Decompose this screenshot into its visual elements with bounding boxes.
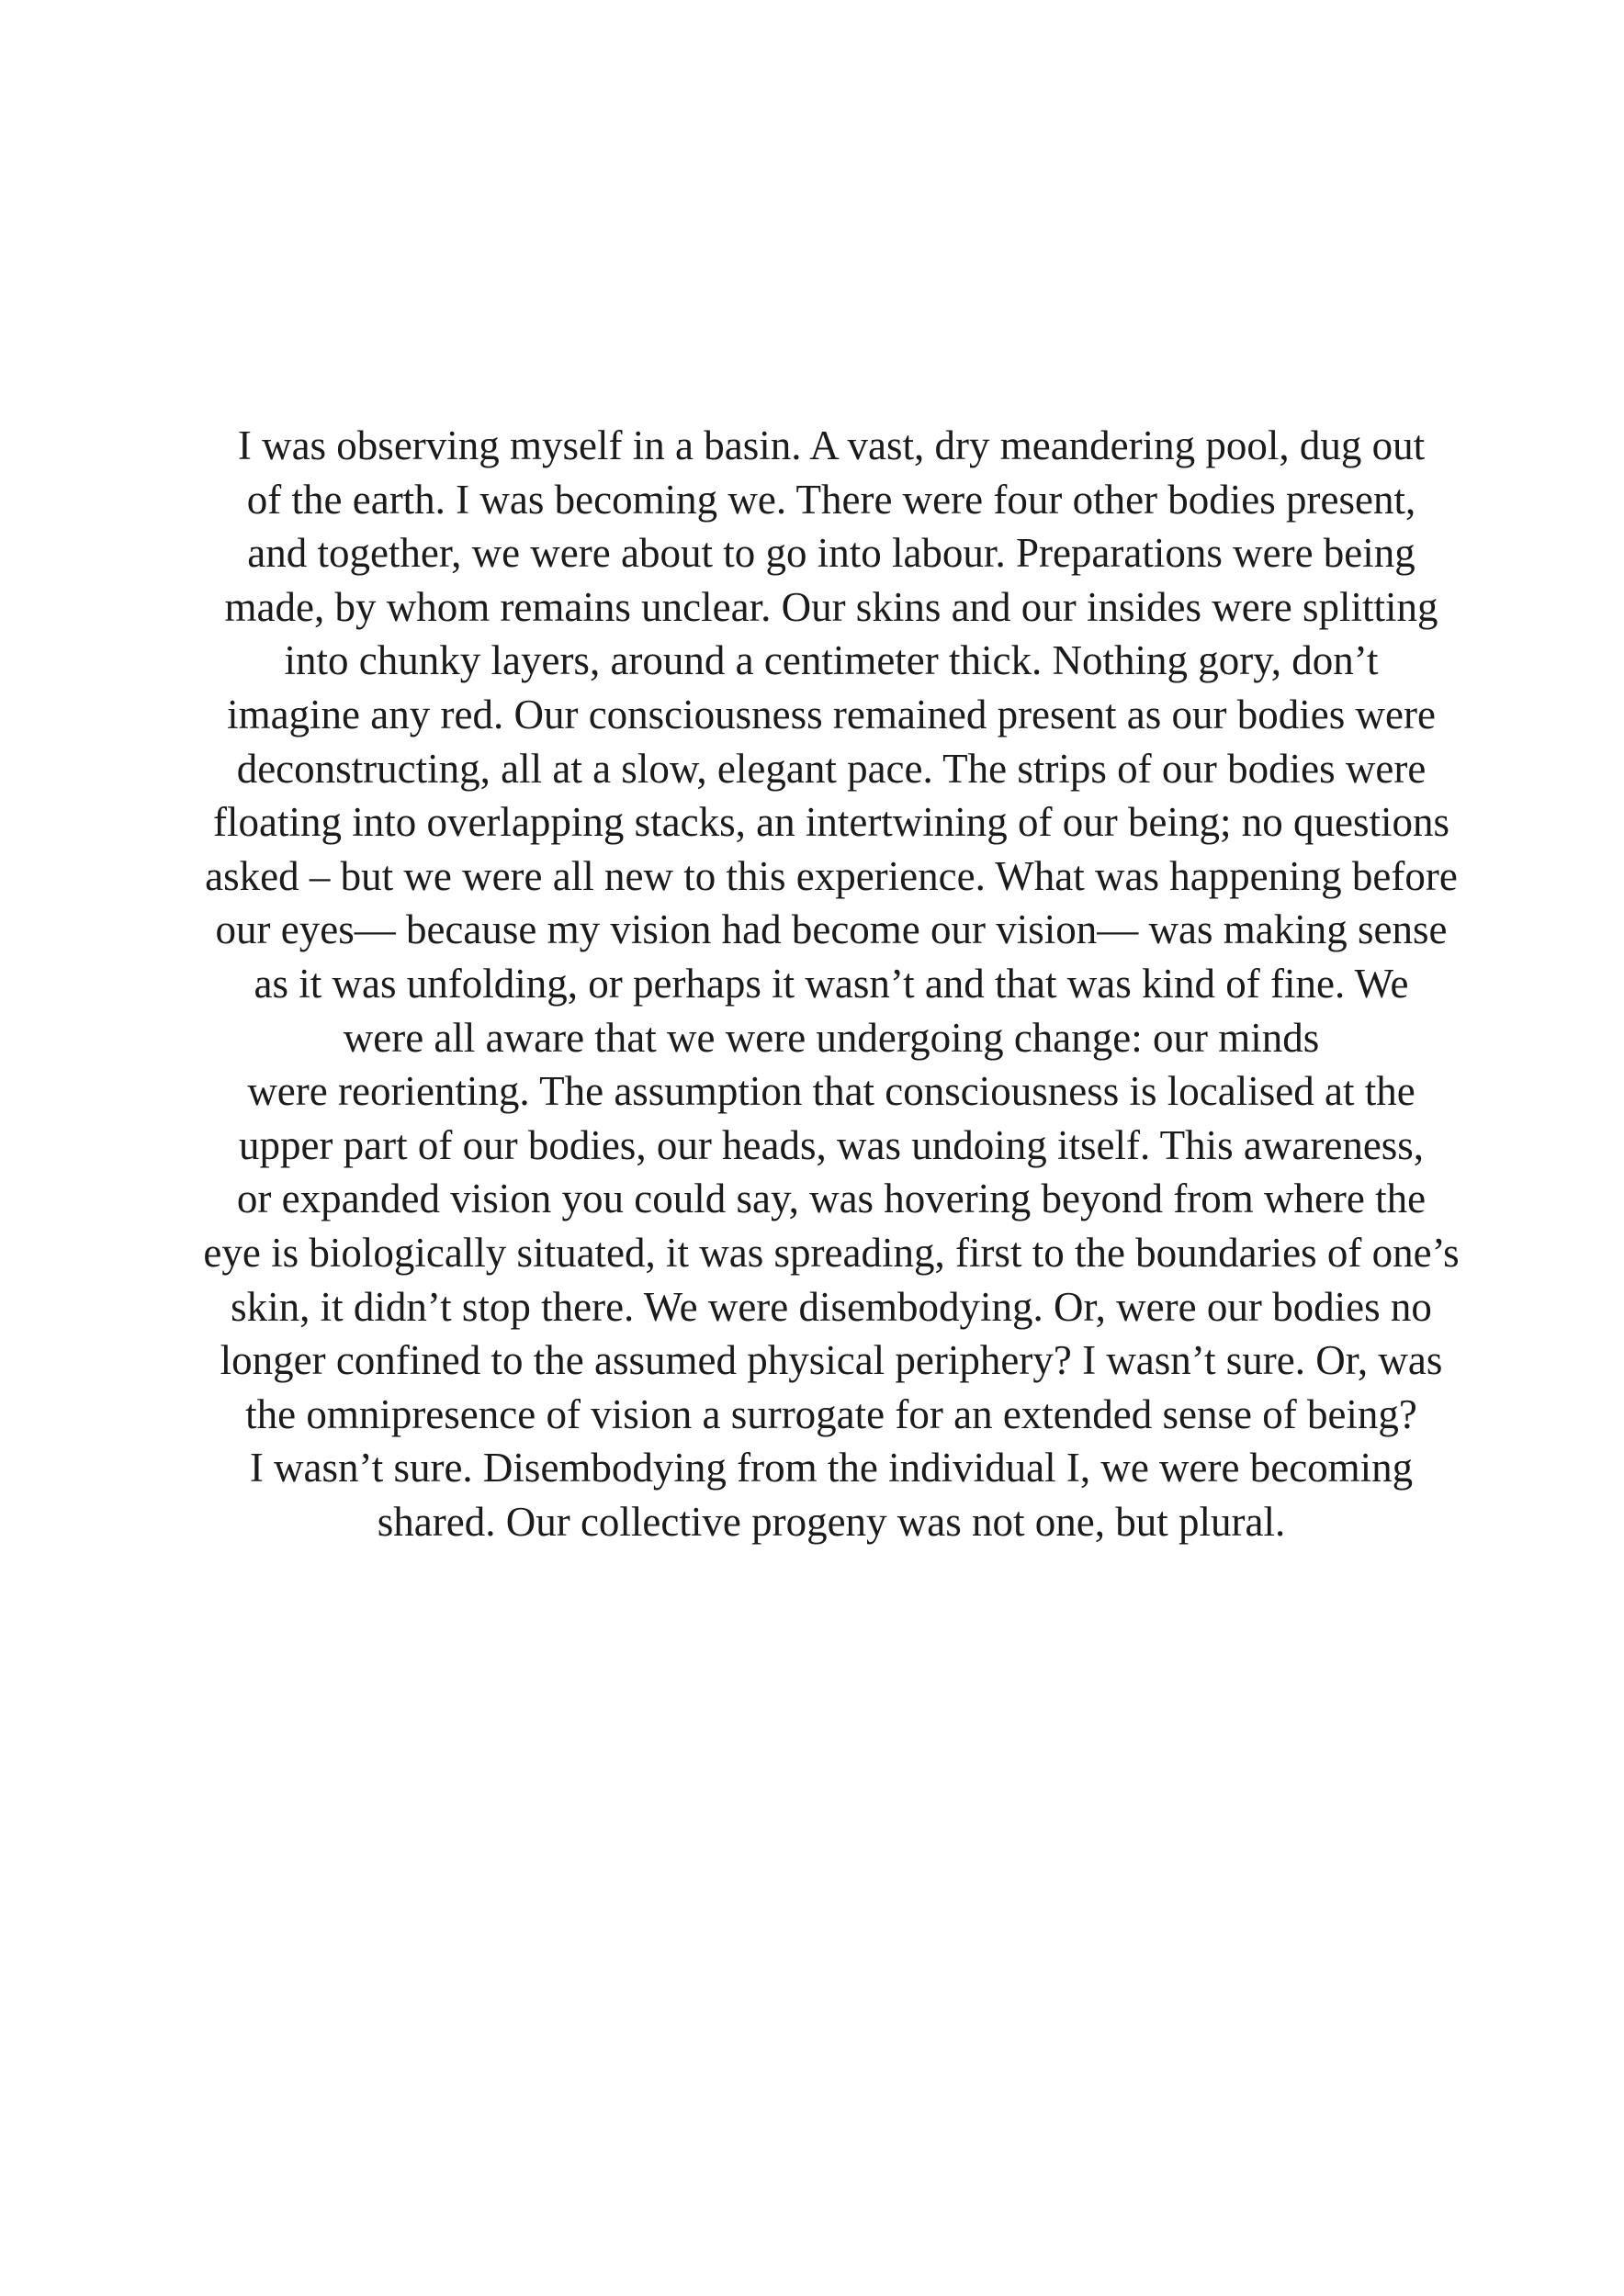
body-paragraph (96, 419, 1566, 1548)
paragraph-line: eye is biologically situated, it was spreading, first to the boundaries of one’s (203, 1229, 1460, 1276)
paragraph-line: shared. Our collective progeny was not one, but plural. (377, 1498, 1286, 1545)
paragraph-line: were all aware that we were undergoing change: our minds (343, 1014, 1320, 1061)
paragraph-line: asked – but we were all new to this experience. What was happening before (205, 852, 1458, 899)
paragraph-line: deconstructing, all at a slow, elegant pace. The strips of our bodies were (236, 745, 1427, 792)
paragraph-line: into chunky layers, around a centimeter thick. Nothing gory, don’t (284, 637, 1379, 684)
paragraph-line: longer confined to the assumed physical periphery? I wasn’t sure. Or, was (220, 1337, 1443, 1384)
paragraph-line: as it was unfolding, or perhaps it wasn’t and that was kind of fine. We (254, 960, 1409, 1007)
paragraph-line: made, by whom remains unclear. Our skins and our insides were splitting (224, 583, 1438, 630)
paragraph-line: the omnipresence of vision a surrogate for an extended sense of being? (245, 1390, 1417, 1437)
paragraph-line: floating into overlapping stacks, an intertwining of our being; no questions (212, 799, 1450, 846)
paragraph-line: of the earth. I was becoming we. There were four other bodies present, (246, 476, 1416, 523)
paragraph-line: were reorienting. The assumption that consciousness is localised at the (247, 1068, 1415, 1115)
paragraph-line: and together, we were about to go into labour. Preparations were being (247, 530, 1415, 577)
paragraph-line: I wasn’t sure. Disembodying from the individual I, we were becoming (249, 1445, 1414, 1491)
paragraph-line: upper part of our bodies, our heads, was undoing itself. This awareness, (238, 1121, 1425, 1168)
paragraph-line: our eyes— because my vision had become our vision— was making sense (215, 906, 1448, 953)
paragraph-line: skin, it didn’t stop there. We were disembodying. Or, were our bodies no (231, 1283, 1432, 1330)
paragraph-line: imagine any red. Our consciousness remained present as our bodies were (227, 691, 1436, 737)
paragraph-line: or expanded vision you could say, was hovering beyond from where the (236, 1176, 1427, 1222)
paragraph-line: I was observing myself in a basin. A vast, dry meandering pool, dug out (237, 422, 1426, 468)
